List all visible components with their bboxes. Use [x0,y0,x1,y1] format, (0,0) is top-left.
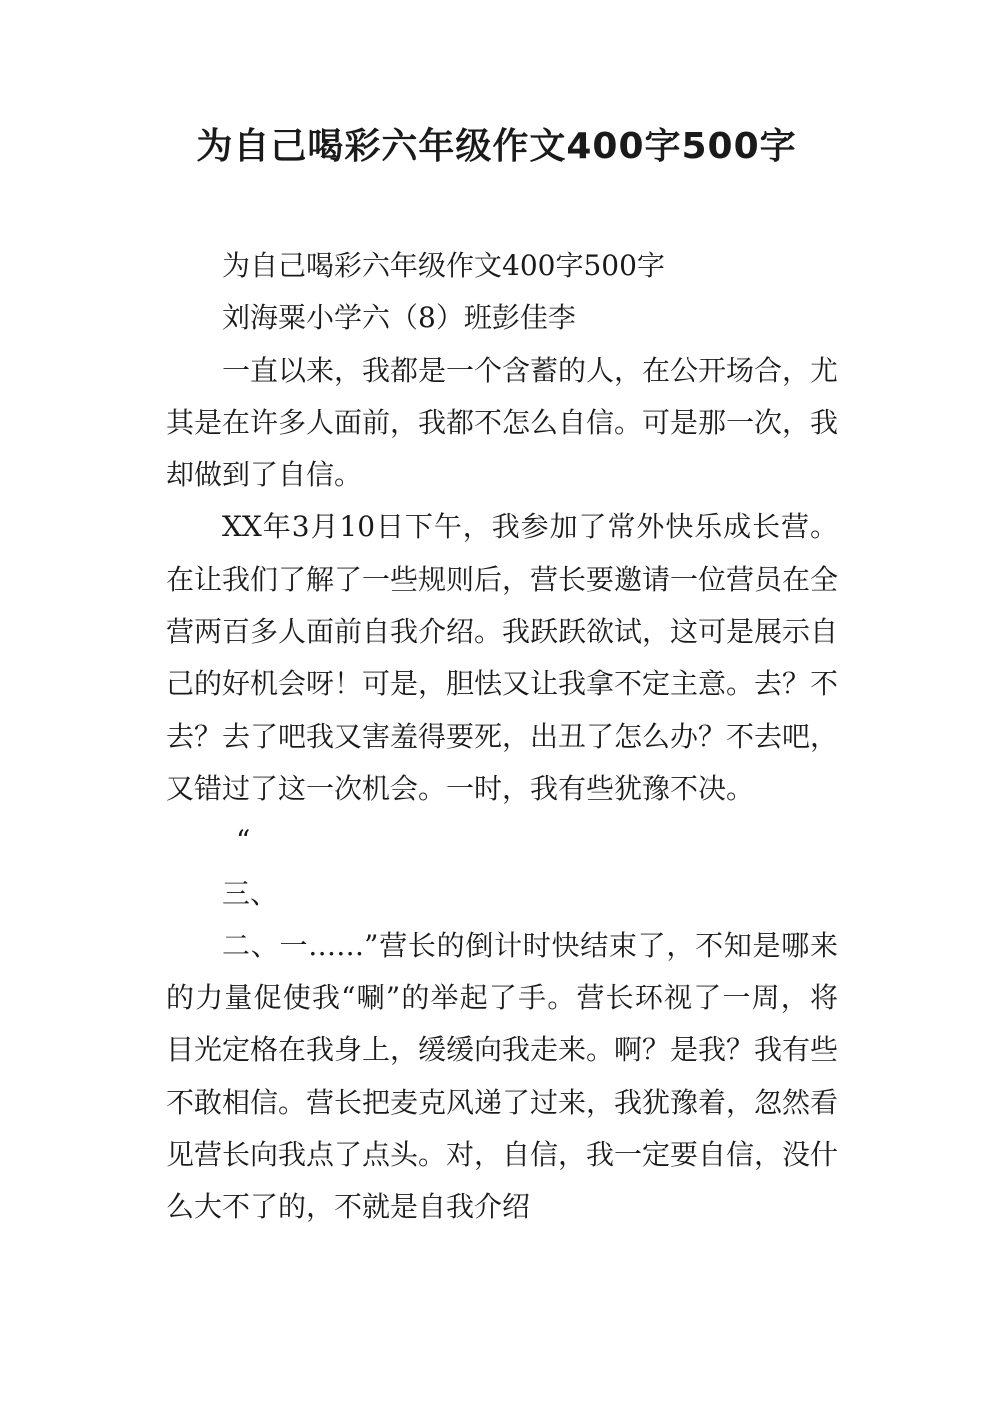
document-body [166,240,838,1234]
paragraph: “ [236,824,251,858]
paragraph: XX年3月10日下午，我参加了常外快乐成长营。在让我们了解了一些规则后，营长要邀请一位营员在全营两百多人面前自我介绍。我跃跃欲试，这可是展示自己的好机会呀！可是，胆怯又让我拿不定主意。去？不去？去了吧我又害羞得要死，出丑了怎么办？不去吧，又错过了这一次机会。一时，我有些犹豫不决。 [166,510,839,805]
paragraph-author: 刘海粟小学六（8）班彭佳李 [222,301,576,335]
paragraph: 一直以来，我都是一个含蓄的人，在公开场合，尤其是在许多人面前，我都不怎么自信。可是那一次，我却做到了自信。 [166,353,839,492]
paragraph: 二、一……”营长的倒计时快结束了，不知是哪来的力量促使我“唰”的举起了手。营长环视了一周，将目光定格在我身上，缓缓向我走来。啊？是我？我有些不敢相信。营长把麦克风递了过来，我犹豫着，忽然看见营长向我点了点头。对，自信，我一定要自信，没什么大不了的，不就是自我介绍 [166,928,839,1224]
paragraph-heading: 为自己喝彩六年级作文400字500字 [222,249,665,282]
paragraph: 三、 [222,876,279,910]
document-title: 为自己喝彩六年级作文400字500字 [196,126,797,167]
